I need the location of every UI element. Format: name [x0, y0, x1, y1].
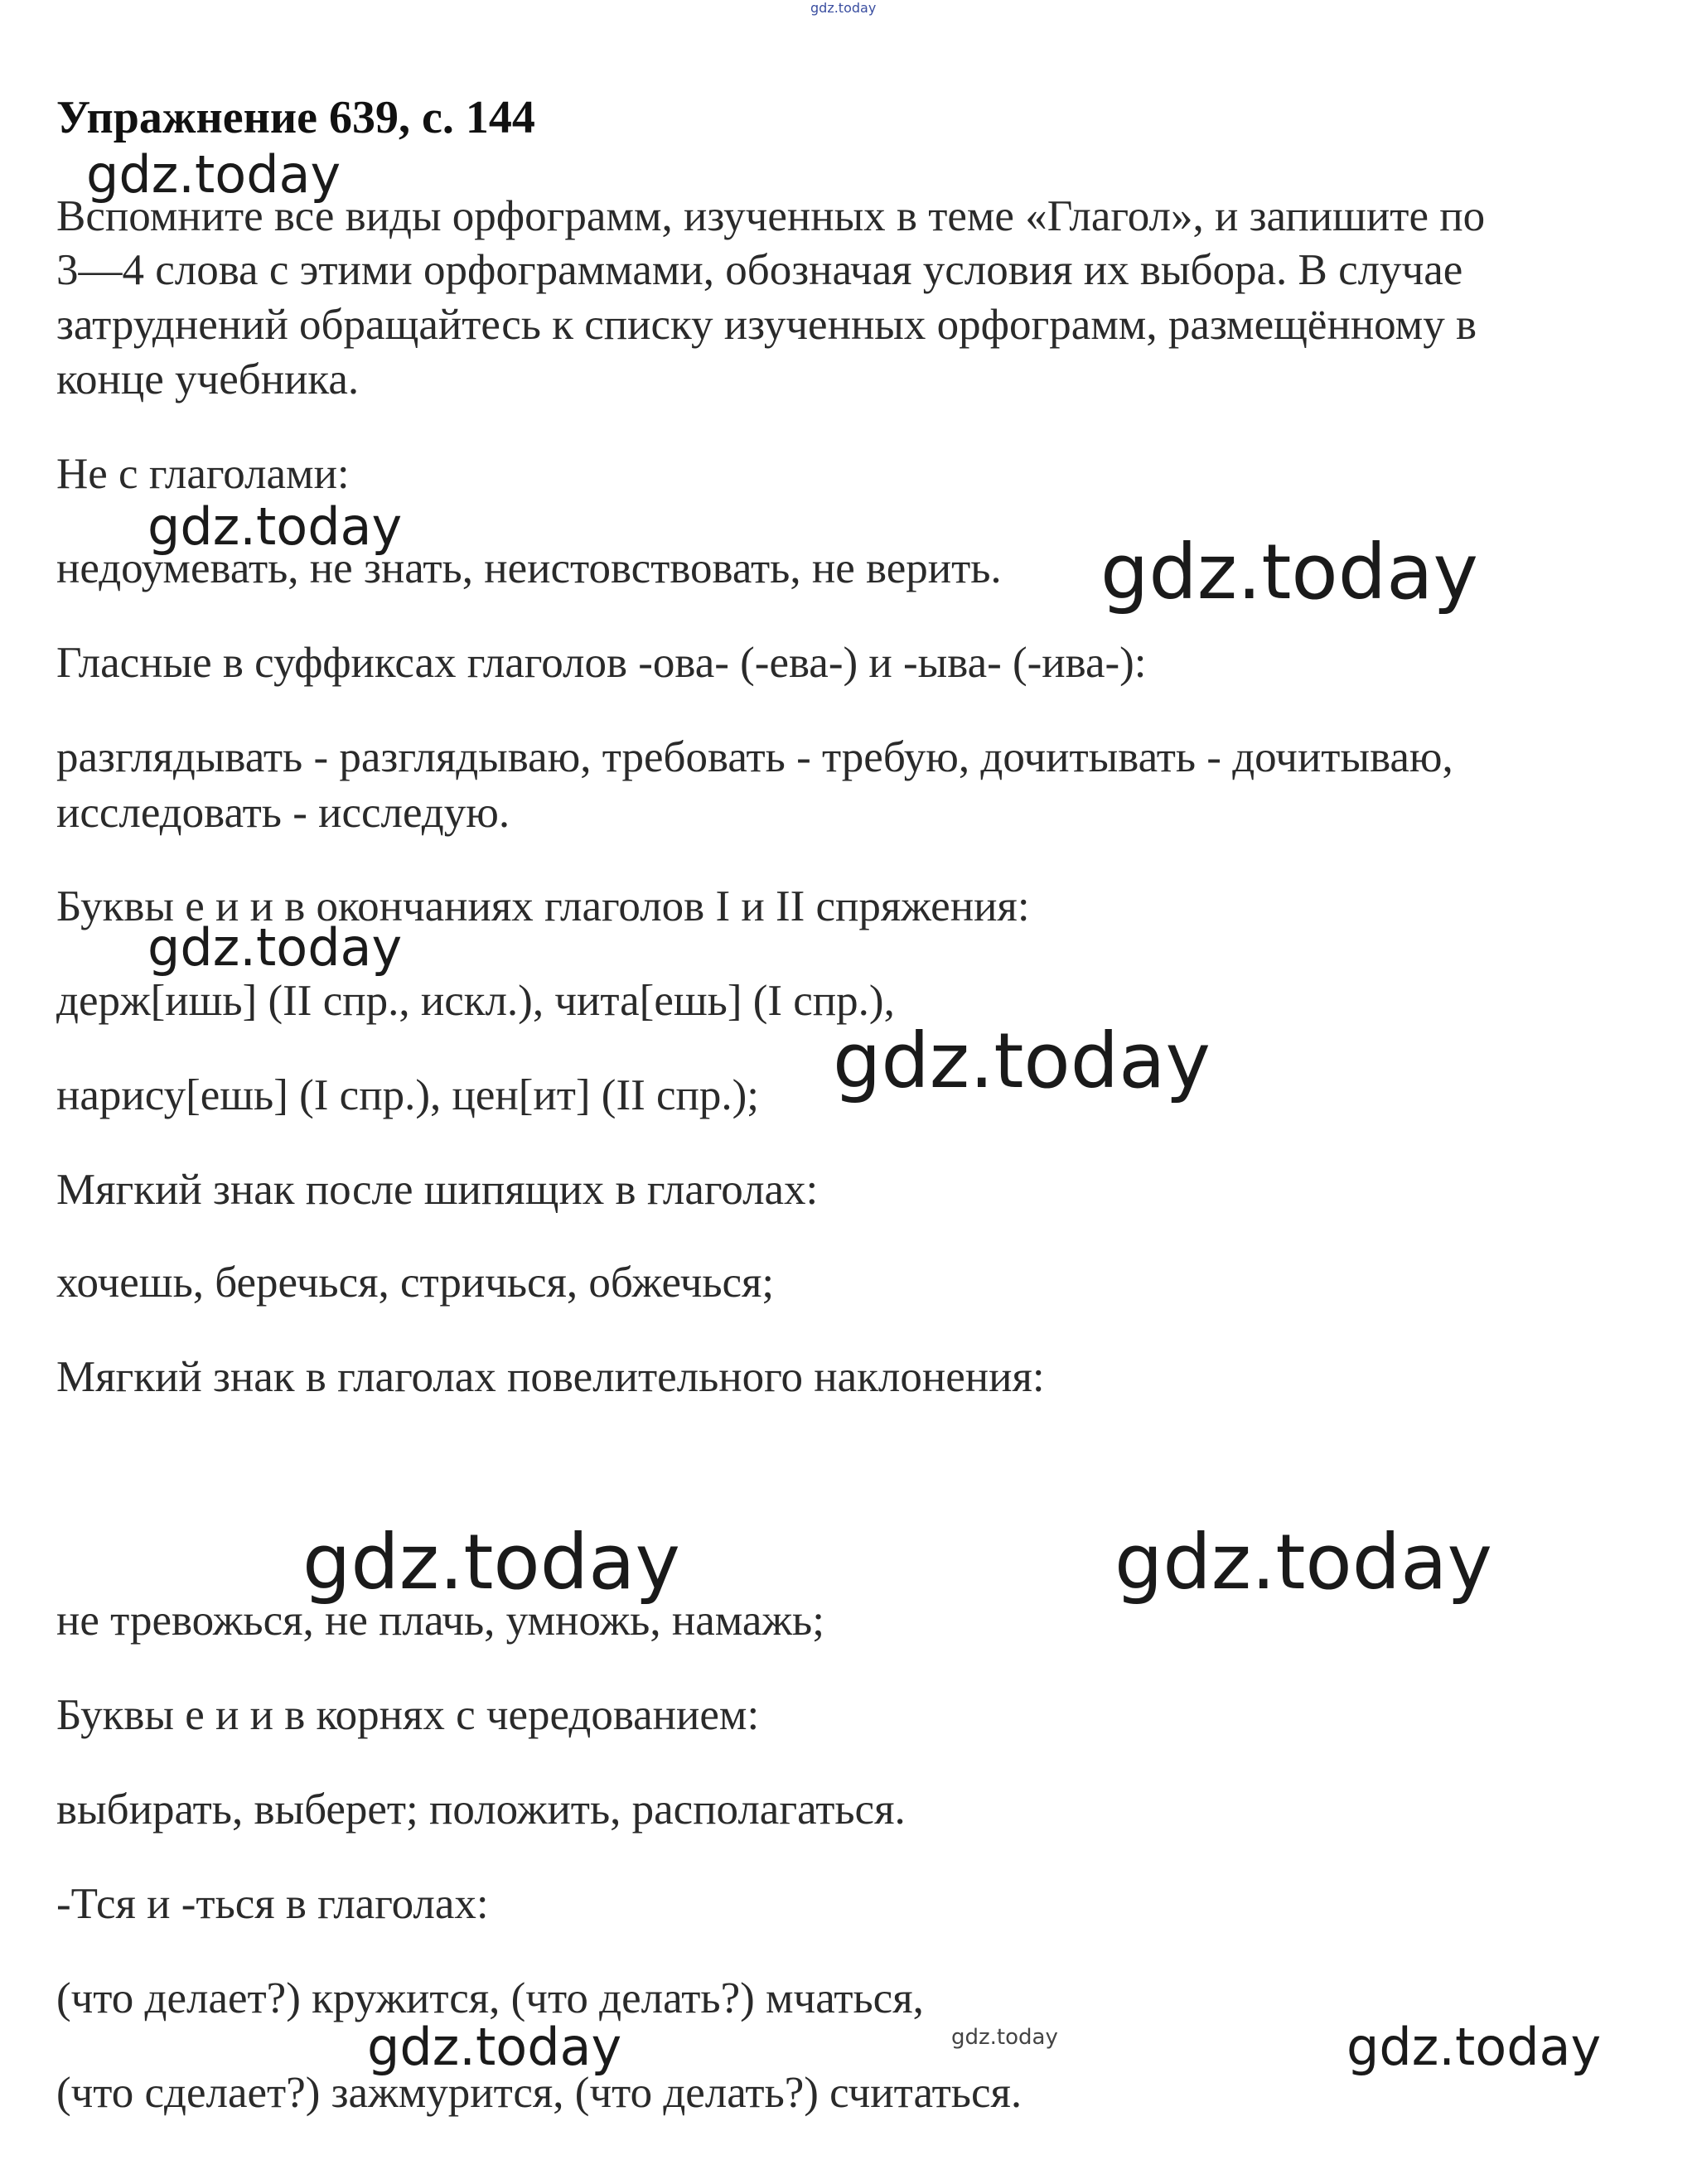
watermark: gdz.today [1346, 2017, 1602, 2077]
watermark: gdz.today [367, 2017, 622, 2077]
task-line: затруднений обращайтесь к списку изученных орфограмм, размещённому в [56, 301, 1477, 349]
section-words-endings: держ[ишь] (II спр., искл.), чита[ешь] (I спр.), [56, 977, 895, 1025]
section-heading-soft-imperative: Мягкий знак в глаголах повелительного наклонения: [56, 1353, 1045, 1401]
watermark: gdz.today [1114, 1518, 1492, 1607]
section-words-tsya: (что делает?) кружится, (что делать?) мчаться, [56, 1974, 924, 2022]
task-line: 3—4 слова с этими орфограммами, обозначая условия их выбора. В случае [56, 246, 1463, 294]
section-words-soft-sibilant: хочешь, беречься, стричься, обжечься; [56, 1259, 775, 1307]
task-line: Вспомните все виды орфограмм, изученных в теме «Глагол», и запишите по [56, 192, 1486, 240]
section-words-ne: недоумевать, не знать, неистовствовать, не верить. [56, 544, 1002, 592]
watermark: gdz.today [86, 144, 341, 205]
watermark: gdz.today [1100, 528, 1478, 616]
section-heading-ne: Не с глаголами: [56, 450, 350, 498]
section-heading-endings: Буквы е и и в окончаниях глаголов I и II спряжения: [56, 882, 1030, 930]
watermark: gdz.today [147, 917, 403, 978]
watermark-top: gdz.today [810, 0, 877, 16]
watermark: gdz.today [833, 1017, 1211, 1105]
section-heading-suffix: Гласные в суффиксах глаголов -ова- (-ева-) и -ыва- (-ива-): [56, 639, 1147, 687]
section-words-roots: выбирать, выберет; положить, располагаться. [56, 1785, 906, 1834]
section-words-suffix: разглядывать - разглядываю, требовать - требую, дочитывать - дочитываю, [56, 733, 1453, 781]
section-heading-soft-sibilant: Мягкий знак после шипящих в глаголах: [56, 1166, 819, 1214]
exercise-title: Упражнение 639, с. 144 [56, 92, 535, 143]
section-heading-roots: Буквы е и и в корнях с чередованием: [56, 1691, 760, 1739]
section-words-suffix: исследовать - исследую. [56, 789, 510, 837]
section-words-soft-imperative: не тревожься, не плачь, умножь, намажь; [56, 1597, 824, 1645]
section-words-endings: нарису[ешь] (I спр.), цен[ит] (II спр.); [56, 1071, 759, 1119]
section-heading-tsya: -Тся и -ться в глаголах: [56, 1880, 489, 1928]
watermark: gdz.today [951, 2025, 1058, 2050]
watermark: gdz.today [302, 1518, 680, 1607]
section-words-tsya: (что сделает?) зажмурится, (что делать?) считаться. [56, 2069, 1023, 2117]
watermark: gdz.today [147, 496, 403, 557]
task-line: конце учебника. [56, 355, 360, 403]
